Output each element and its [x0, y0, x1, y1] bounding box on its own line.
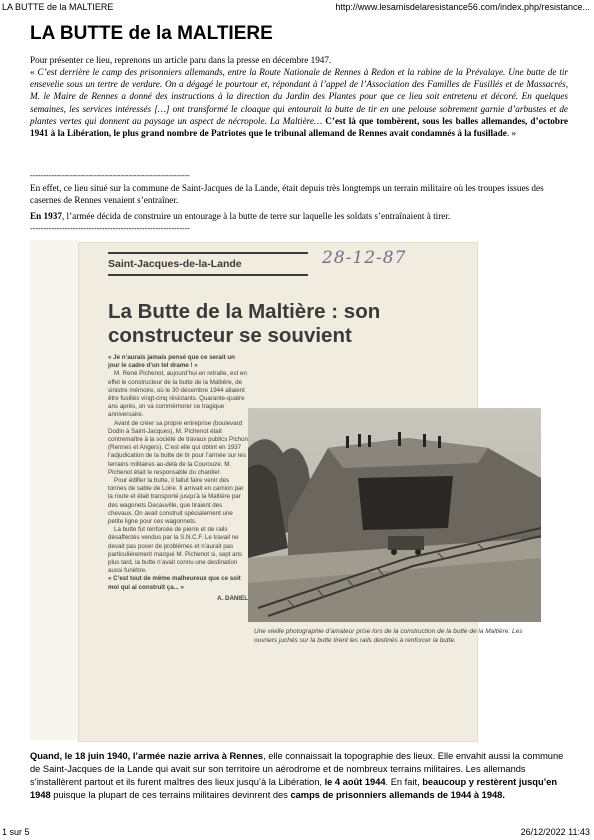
text-bold-3: beaucoup y restèrent jusqu’en 1948	[30, 777, 558, 800]
clipping-article	[108, 354, 248, 603]
clipping-headline: La Butte de la Maltière : son constructeur se souvient	[108, 300, 381, 347]
article-closing-quote: « C’est tout de même malheureux que ce soit moi qui ai construit ça... »	[108, 575, 241, 591]
text-3: puisque la plupart de ces terrains militaires devinrent des	[50, 790, 291, 800]
paragraph-1937-text: , l’armée décida de construire un entourage à la butte de terre sur laquelle les soldats s’entraînaient à tirer.	[61, 211, 451, 221]
quote-open: «	[30, 67, 38, 77]
quote-italic-text: C’est derrière le camp des prisonniers allemands, entre la Route Nationale de Rennes à Redon et la rabine de la Prévalaye. Une butte de tir ensevelie sous un tertre de verdure. On a dégagé le pourtour et, répondant à l’appel de l’Association des Familles de Fusillés et de Massacrés, M. le Maire de Rennes a donné des instructions à la direction du Jardin des Plantes pour que ce lieu soit entretenu et décoré. En quelques semaines, les services intéressés […] ont transformé le cloaque qui entourait la butte de tir en une pelouse sobrement garnie d’arbustes et de plantes vertes qui donnent au paysage un aspect de nécropole. La Maltière…	[30, 67, 568, 126]
construction-photo-graphic	[248, 408, 541, 622]
year-1937: En 1937	[30, 211, 62, 221]
paragraph-terrain: En effet, ce lieu situé sur la commune de Saint-Jacques de la Lande, était depuis très longtemps un terrain militaire où les troupes issues des casernes de Rennes venaient s’entraîner.	[30, 183, 544, 206]
clipping-commune: Saint-Jacques-de-la-Lande	[108, 258, 242, 270]
article-lead: « Je n’aurais jamais pensé que ce serait un jour le cadre d’un tel drame ! »	[108, 354, 235, 370]
paragraph-1937	[30, 210, 568, 222]
article-p1: M. René Pichenot, aujourd’hui en retraite, est en effet le constructeur de la butte de la Maltière, de sinistre mémoire, où le 30 décembre 1944 allaient être fusillés vingt-cinq résistants. Quarante-quatre ans après, on va commémorer ce tragique anniversaire.	[108, 370, 247, 419]
quote-bold-text: C’est là que tombèrent, sous les balles allemandes, d’octobre 1941 à la Libération, le plus grand nombre de Patriotes que le tribunal allemand de Rennes avait condamnés à la fusillade	[30, 115, 568, 139]
separator-2: ------------------------------------------------------------	[30, 224, 190, 233]
browser-header-title: LA BUTTE de la MALTIERE	[2, 2, 114, 12]
quote-close: . »	[506, 128, 517, 139]
text-bold-2: le 4 août 1944	[324, 777, 386, 787]
handwritten-date: 28-12-87	[322, 248, 407, 268]
article-signature: A. DANIEL	[217, 594, 248, 602]
paragraph-occupation	[30, 750, 568, 802]
footer-page-number: 1 sur 5	[2, 827, 30, 837]
text-2: . En fait,	[385, 777, 423, 787]
page-title: LA BUTTE de la MALTIERE	[30, 23, 273, 44]
browser-header-url[interactable]: http://www.lesamisdelaresistance56.com/index.php/resistance...	[335, 2, 590, 12]
text-bold-4: camps de prisonniers allemands de 1944 à 1948.	[290, 790, 505, 800]
separator-1: ------------------------------------------------------------	[30, 171, 190, 180]
text-bold-1: Quand, le 18 juin 1940, l’armée nazie arriva à Rennes	[30, 751, 264, 761]
article-p2: Avant de créer sa propre entreprise (boulevard Dodin à Saint-Jacques), M. Pichenot était contremaître à la société de travaux publics Pichon (Rennes et Angers). C’est elle qui obtint en 1937 l’adjudication de la butte de tir pour l’armée sur les terrains militaires au-delà de la Courouze. M. Pichenot était le responsable du chantier.	[108, 419, 248, 476]
newspaper-clipping	[30, 240, 542, 742]
footer-timestamp: 26/12/2022 11:43	[520, 827, 590, 837]
intro-paragraph: Pour présenter ce lieu, reprenons un article paru dans la presse en décembre 1947.	[30, 55, 332, 65]
photo-caption: Une vieille photographie d’amateur prise lors de la construction de la butte de la Maltière. Les ouvriers juchés sur la butte tirent les rails destinés à renforcer la butte.	[254, 628, 523, 644]
construction-photo	[248, 408, 541, 622]
quote-paragraph	[30, 66, 568, 139]
article-p4: La butte fut renforcée de pierre et de rails désaffectés vendus par la S.N.C.F. Le travail ne devait pas poser de problèmes et n’aurait pas particulièrement marqué M. Pichenot si, sept ans plus tard, la butte n’avait connu une destination aussi funèbre.	[108, 526, 243, 575]
text-1: , elle connaissait la topographie des lieux. Elle envahit aussi la commune de Saint-Jacques de la Lande qui avait sur son territoire un aérodrome et de nombreux terrains militaires. Les allemands s’installèrent partout et ils furent maîtres des lieux jusqu’à la Libération,	[30, 751, 564, 787]
article-p3: Pour édifier la butte, il fallut faire venir des tonnes de sable de Loire. Il arrivait en camion par la route et était transporté jusqu’à la Maltière par des wagonets Decauville, que tiraient des chevaux. On avait construit spécialement une petite ligne pour ces wagonnets.	[108, 477, 244, 526]
